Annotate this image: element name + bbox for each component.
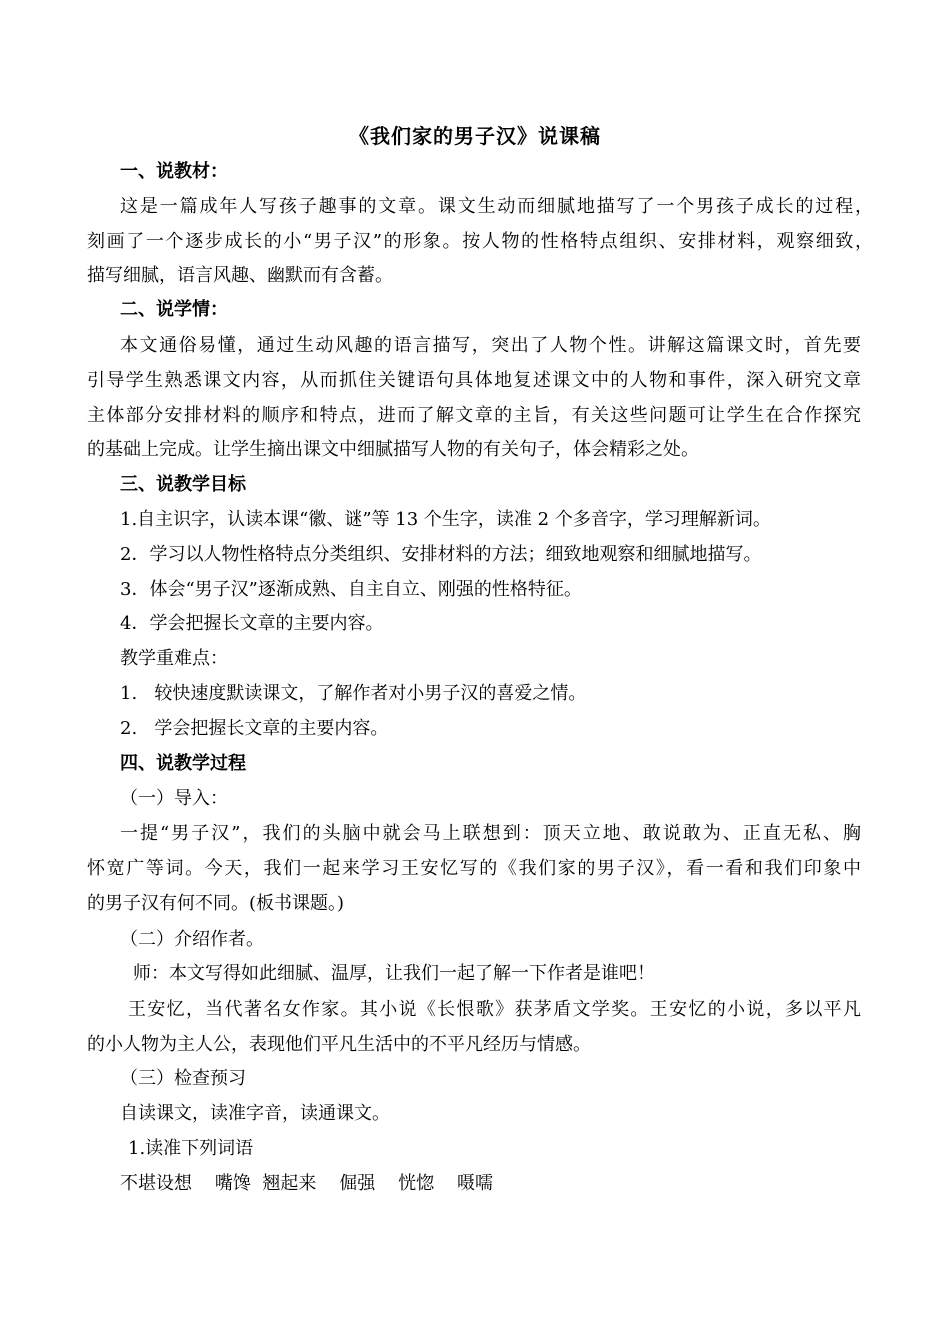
goal-item: 1.自主识字，认读本课“徽、谜”等 13 个生字，读准 2 个多音字，学习理解新词。: [120, 509, 771, 530]
word-list: 不堪设想 嘴馋 翘起来 倔强 恍惚 嗫嚅: [120, 1173, 493, 1194]
key-point-item: 1. 较快速度默读课文，了解作者对小男子汉的喜爱之情。: [120, 683, 587, 704]
paragraph-line: 主体部分安排材料的顺序和特点，进而了解文章的主旨，有关这些问题可让学生在合作探究: [87, 405, 861, 426]
paragraph-line: 引导学生熟悉课文内容，从而抓住关键语句具体地复述课文中的人物和事件，深入研究文章: [87, 370, 861, 391]
paragraph-line: 本文通俗易懂，通过生动风趣的语言描写，突出了人物个性。讲解这篇课文时，首先要: [120, 335, 861, 356]
goal-item: 4．学会把握长文章的主要内容。: [120, 613, 384, 634]
goal-item: 2．学习以人物性格特点分类组织、安排材料的方法；细致地观察和细腻地描写。: [120, 544, 762, 565]
paragraph-line: 怀宽广等词。今天，我们一起来学习王安忆写的《我们家的男子汉》，看一看和我们印象中: [87, 858, 861, 879]
paragraph-line: 的基础上完成。让学生摘出课文中细腻描写人物的有关句子，体会精彩之处。: [87, 439, 699, 460]
paragraph-line: 1.读准下列词语: [128, 1138, 254, 1159]
key-points-label: 教学重难点：: [120, 648, 228, 669]
paragraph-line: 的小人物为主人公，表现他们平凡生活中的不平凡经历与情感。: [87, 1034, 591, 1055]
paragraph-line: 一提“男子汉”，我们的头脑中就会马上联想到：顶天立地、敢说敢为、正直无私、胸: [120, 823, 861, 844]
subsection-heading: （一）导入：: [120, 788, 228, 809]
section-heading-teaching-process: 四、说教学过程: [120, 753, 246, 774]
paragraph-line: 自读课文，读准字音，读通课文。: [120, 1103, 390, 1124]
paragraph-line: 这是一篇成年人写孩子趣事的文章。课文生动而细腻地描写了一个男孩子成长的过程，: [120, 196, 873, 217]
section-heading-teaching-material: 一、说教材：: [120, 161, 228, 182]
paragraph-line: 刻画了一个逐步成长的小“男子汉”的形象。按人物的性格特点组织、安排材料，观察细致，: [87, 231, 873, 252]
subsection-heading: （二）介绍作者。: [120, 929, 264, 950]
paragraph-line: 王安忆，当代著名女作家。其小说《长恨歌》获茅盾文学奖。王安忆的小说，多以平凡: [128, 999, 861, 1020]
section-heading-student-analysis: 二、说学情：: [120, 299, 228, 320]
key-point-item: 2. 学会把握长文章的主要内容。: [120, 718, 389, 739]
section-heading-teaching-goals: 三、说教学目标: [120, 474, 246, 495]
paragraph-line: 师：本文写得如此细腻、温厚，让我们一起了解一下作者是谁吧！: [133, 963, 655, 984]
subsection-heading: （三）检查预习: [120, 1068, 246, 1089]
document-title: 《我们家的男子汉》说课稿: [349, 124, 601, 148]
goal-item: 3．体会“男子汉”逐渐成熟、自主自立、刚强的性格特征。: [120, 579, 582, 600]
paragraph-line: 的男子汉有何不同。(板书课题。): [87, 893, 345, 914]
paragraph-line: 描写细腻，语言风趣、幽默而有含蓄。: [87, 265, 393, 286]
